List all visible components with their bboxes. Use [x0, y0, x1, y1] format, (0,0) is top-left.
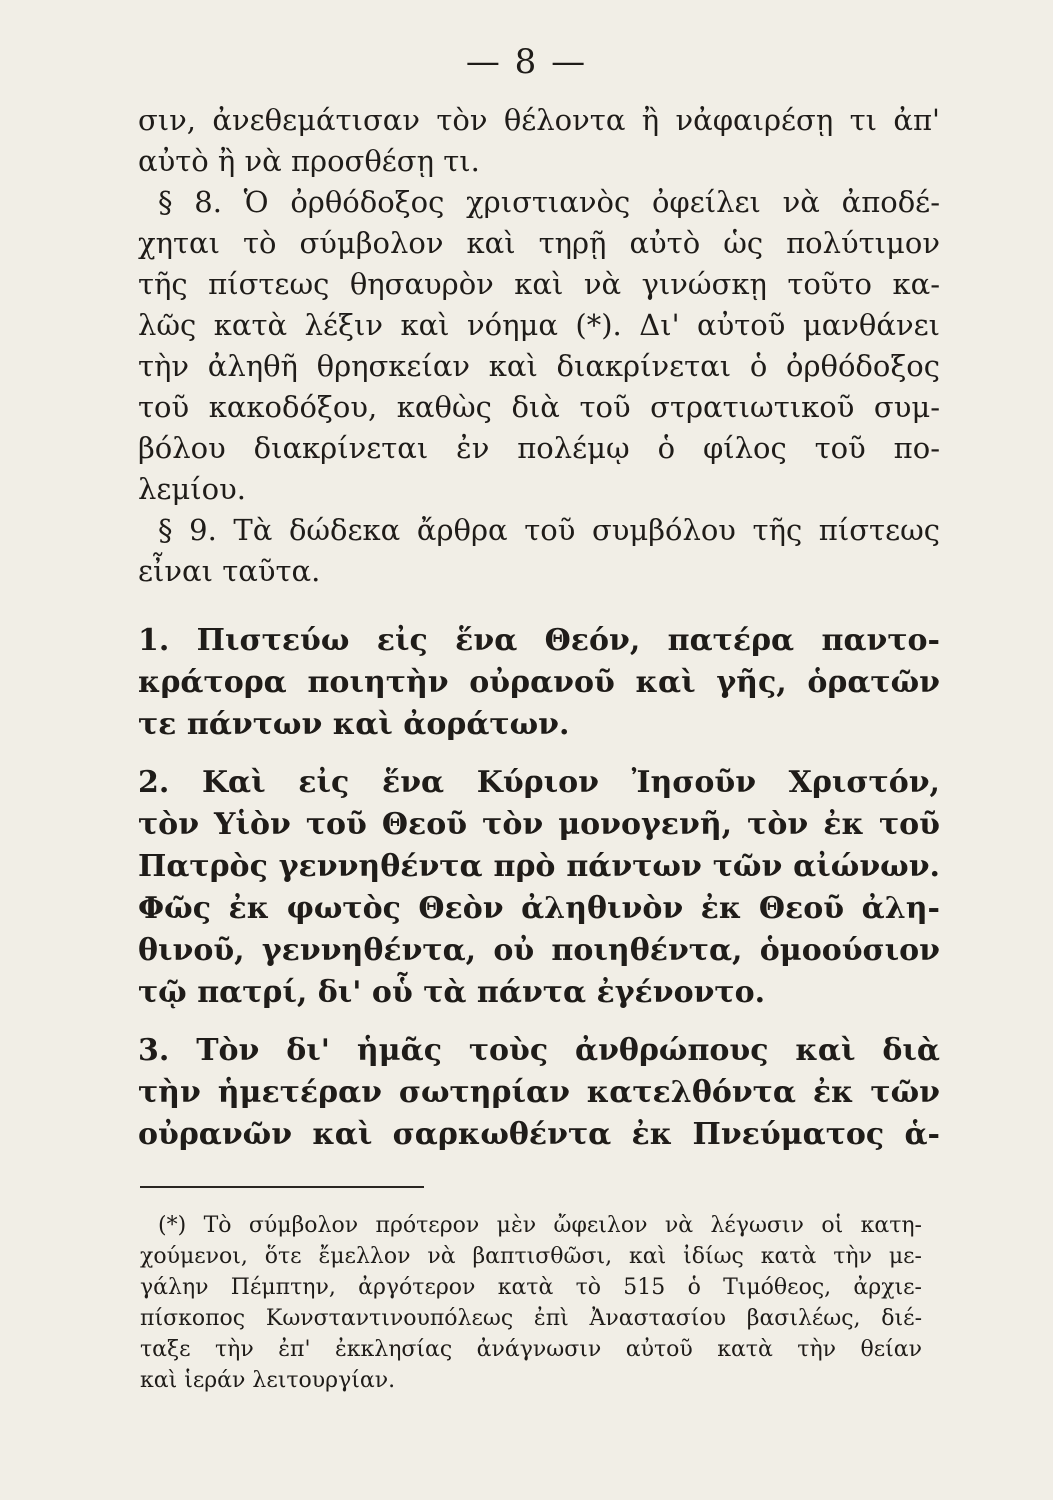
footnote-line: ταξε τὴν ἐπ' ἐκκλησίας ἀνάγνωσιν αὐτοῦ κατὰ τὴν θείαν	[140, 1337, 922, 1362]
text-line: εἶναι ταῦτα.	[138, 554, 321, 588]
footnote-line: γάλην Πέμπτην, ἀργότερον κατὰ τὸ 515 ὁ Τιμόθεος, ἀρχιε-	[140, 1275, 922, 1300]
creed-line: τε πάντων καὶ ἀοράτων.	[138, 707, 570, 742]
section-9-heading-line: § 9. Τὰ δώδεκα ἄρθρα τοῦ συμβόλου τῆς πίστεως	[158, 513, 940, 547]
section-8-heading-line: § 8. Ὁ ὀρθόδοξος χριστιανὸς ὀφείλει νὰ ἀποδέ-	[158, 185, 940, 219]
creed-articles	[138, 620, 940, 1172]
creed-line: κράτορα ποιητὴν οὐρανοῦ καὶ γῆς, ὁρατῶν	[138, 665, 940, 700]
text-line: βόλου διακρίνεται ἐν πολέμῳ ὁ φίλος τοῦ πο-	[138, 431, 940, 465]
creed-line: οὐρανῶν καὶ σαρκωθέντα ἐκ Πνεύματος ἁ-	[138, 1117, 940, 1152]
footnote-line: πίσκοπος Κωνσταντινουπόλεως ἐπὶ Ἀναστασίου βασιλέως, διέ-	[140, 1306, 922, 1331]
footnote-divider	[140, 1186, 424, 1188]
creed-line: Φῶς ἐκ φωτὸς Θεὸν ἀληθινὸν ἐκ Θεοῦ ἀλη-	[138, 891, 940, 926]
text-line: τῆς πίστεως θησαυρὸν καὶ νὰ γινώσκῃ τοῦτο κα-	[138, 267, 940, 301]
creed-line: τὸν Υἱὸν τοῦ Θεοῦ τὸν μονογενῆ, τὸν ἐκ τοῦ	[138, 807, 940, 842]
creed-line: θινοῦ, γεννηθέντα, οὐ ποιηθέντα, ὁμοούσιον	[138, 933, 940, 968]
footnote-line: χούμενοι, ὅτε ἔμελλον νὰ βαπτισθῶσι, καὶ ἰδίως κατὰ τὴν με-	[140, 1244, 922, 1269]
creed-line: 2. Καὶ εἰς ἕνα Κύριον Ἰησοῦν Χριστόν,	[138, 765, 940, 800]
creed-article-2	[138, 762, 940, 1014]
creed-line: 3. Τὸν δι' ἡμᾶς τοὺς ἀνθρώπους καὶ διὰ	[138, 1033, 940, 1068]
text-line: χηται τὸ σύμβολον καὶ τηρῇ αὐτὸ ὡς πολύτιμον	[138, 226, 940, 260]
creed-article-3	[138, 1030, 940, 1156]
creed-line: Πατρὸς γεννηθέντα πρὸ πάντων τῶν αἰώνων.	[138, 849, 940, 884]
footnote-line: (*) Τὸ σύμβολον πρότερον μὲν ὤφειλον νὰ λέγωσιν οἱ κατη-	[158, 1213, 922, 1238]
creed-article-1	[138, 620, 940, 746]
footnote	[140, 1210, 922, 1396]
text-line: τοῦ κακοδόξου, καθὼς διὰ τοῦ στρατιωτικοῦ συμ-	[138, 390, 940, 424]
text-line: τὴν ἀληθῆ θρησκείαν καὶ διακρίνεται ὁ ὀρθόδοξος	[138, 349, 940, 383]
creed-line: τῷ πατρί, δι' οὗ τὰ πάντα ἐγένοντο.	[138, 975, 766, 1010]
text-line: αὐτὸ ἢ νὰ προσθέσῃ τι.	[138, 144, 480, 178]
text-line: σιν, ἀνεθεμάτισαν τὸν θέλοντα ἢ νἀφαιρέσῃ τι ἀπ'	[138, 103, 940, 137]
text-line: λῶς κατὰ λέξιν καὶ νόημα (*). Δι' αὐτοῦ μανθάνει	[138, 308, 940, 342]
footnote-line: καὶ ἱεράν λειτουργίαν.	[140, 1368, 396, 1393]
creed-line: τὴν ἡμετέραν σωτηρίαν κατελθόντα ἐκ τῶν	[138, 1075, 940, 1110]
body-text	[138, 100, 940, 592]
text-line: λεμίου.	[138, 472, 246, 506]
creed-line: 1. Πιστεύω εἰς ἕνα Θεόν, πατέρα παντο-	[138, 623, 940, 658]
page-number: — 8 —	[465, 42, 588, 82]
